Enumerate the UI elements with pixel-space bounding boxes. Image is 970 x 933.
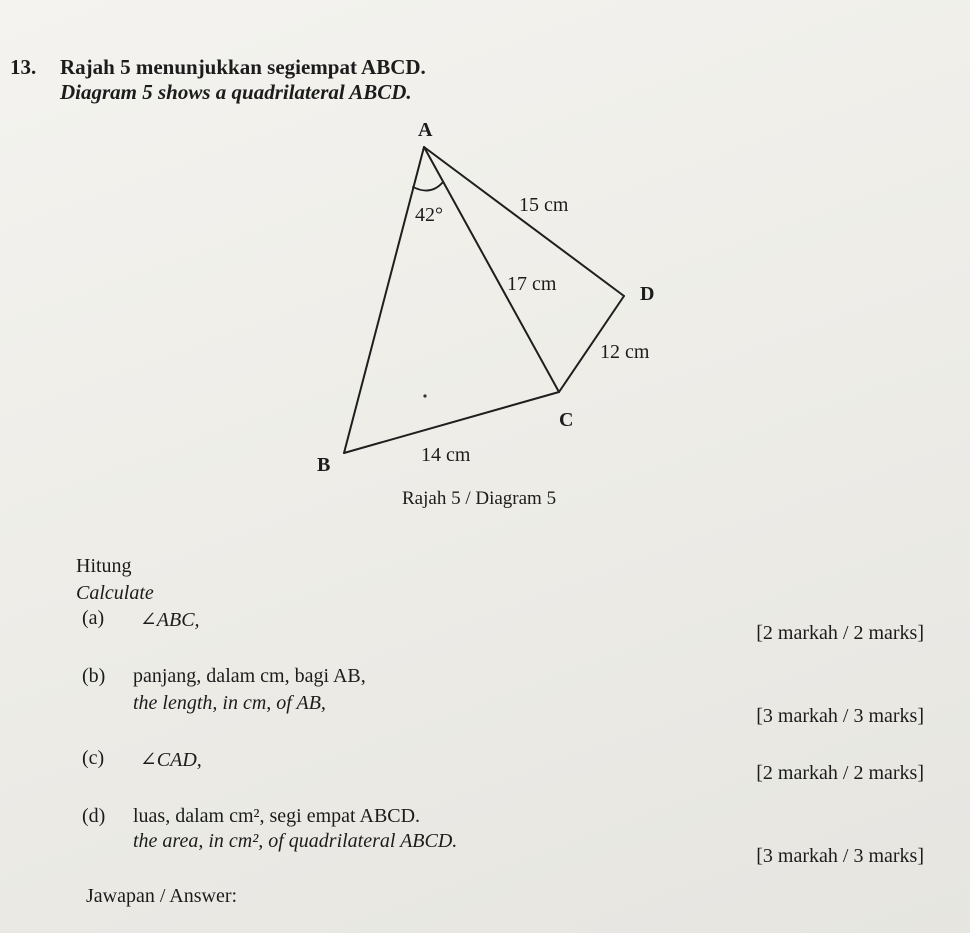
- question-text-en: Diagram 5 shows a quadrilateral ABCD.: [60, 80, 412, 104]
- part-b-text-ms: panjang, dalam cm, bagi AB,: [133, 665, 366, 687]
- part-d-label: (d): [82, 805, 106, 827]
- part-a-marks: [2 markah / 2 marks]: [756, 622, 924, 644]
- part-d-marks: [3 markah / 3 marks]: [756, 845, 924, 867]
- vertex-label-b: B: [317, 454, 331, 476]
- angle-arc-bac: [413, 182, 443, 191]
- part-c-text: ∠CAD,: [140, 749, 202, 771]
- part-c-label: (c): [82, 747, 105, 769]
- side-ab: [344, 147, 424, 453]
- part-a-label: (a): [82, 607, 105, 629]
- length-label-bc: 14 cm: [421, 444, 471, 466]
- dot-mark: [423, 394, 426, 397]
- question-text-ms: Rajah 5 menunjukkan segiempat ABCD.: [60, 55, 426, 79]
- diagram-caption: Rajah 5 / Diagram 5: [402, 488, 557, 509]
- part-a-text: ∠ABC,: [140, 609, 200, 631]
- part-d-text-en: the area, in cm², of quadrilateral ABCD.: [133, 830, 458, 852]
- diagonal-ac: [424, 147, 559, 392]
- part-c-marks: [2 markah / 2 marks]: [756, 762, 924, 784]
- vertex-label-d: D: [640, 283, 655, 305]
- question-number: 13.: [10, 55, 37, 79]
- angle-label: 42°: [415, 204, 443, 226]
- length-label-cd: 12 cm: [600, 341, 650, 363]
- part-b-marks: [3 markah / 3 marks]: [756, 705, 924, 727]
- instruction-ms: Hitung: [76, 555, 132, 577]
- part-b-label: (b): [82, 665, 106, 687]
- vertex-label-c: C: [559, 409, 574, 431]
- instruction-en: Calculate: [76, 582, 154, 604]
- part-d-text-ms: luas, dalam cm², segi empat ABCD.: [133, 805, 421, 827]
- answer-label: Jawapan / Answer:: [86, 885, 238, 907]
- vertex-label-a: A: [418, 119, 433, 141]
- part-b-text-en: the length, in cm, of AB,: [133, 692, 326, 714]
- length-label-ad: 15 cm: [519, 194, 569, 216]
- length-label-ac: 17 cm: [507, 273, 557, 295]
